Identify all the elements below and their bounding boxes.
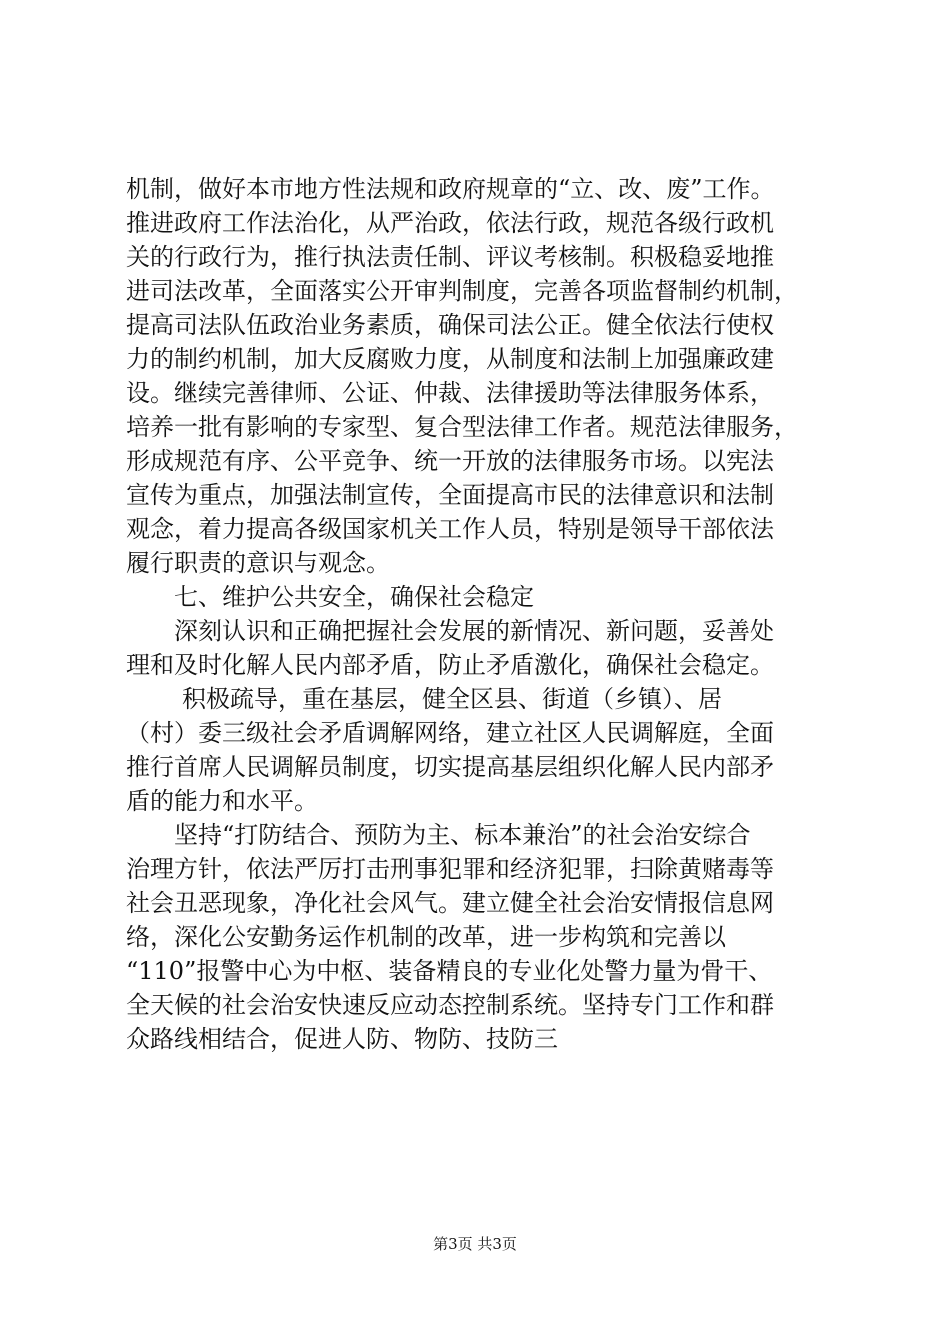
text-line: 力的制约机制，加大反腐败力度，从制度和法制上加强廉政建 (126, 345, 774, 373)
text-line: 培养一批有影响的专家型、复合型法律工作者。规范法律服务， (126, 413, 798, 441)
text-line: 关的行政行为，推行执法责任制、评议考核制。积极稳妥地推 (126, 243, 774, 271)
text-line: 社会丑恶现象，净化社会风气。建立健全社会治安情报信息网 (126, 889, 774, 917)
text-line: 坚持“打防结合、预防为主、标本兼治”的社会治安综合 (174, 821, 751, 849)
text-line: 推行首席人民调解员制度，切实提高基层组织化解人民内部矛 (126, 753, 774, 781)
text-line: 进司法改革，全面落实公开审判制度，完善各项监督制约机制， (126, 277, 798, 305)
text-line: 观念，着力提高各级国家机关工作人员，特别是领导干部依法 (126, 515, 774, 543)
text-line: 推进政府工作法治化，从严治政，依法行政，规范各级行政机 (126, 209, 774, 237)
text-line: （村）委三级社会矛盾调解网络，建立社区人民调解庭，全面 (126, 719, 774, 747)
text-line: 履行职责的意识与观念。 (126, 549, 390, 577)
text-line: “110”报警中心为中枢、装备精良的专业化处警力量为骨干、 (126, 957, 773, 985)
text-line: 治理方针，依法严厉打击刑事犯罪和经济犯罪，扫除黄赌毒等 (126, 855, 774, 883)
text-line: 众路线相结合，促进人防、物防、技防三 (126, 1025, 558, 1053)
text-line: 全天候的社会治安快速反应动态控制系统。坚持专门工作和群 (126, 991, 774, 1019)
document-body (126, 172, 846, 1056)
text-line: 提高司法队伍政治业务素质，确保司法公正。健全依法行使权 (126, 311, 774, 339)
text-line: 机制，做好本市地方性法规和政府规章的“立、改、废”工作。 (126, 175, 775, 203)
text-line: 设。继续完善律师、公证、仲裁、法律援助等法律服务体系， (126, 379, 774, 407)
text-line: 积极疏导，重在基层，健全区县、街道（乡镇）、居 (182, 685, 722, 713)
text-line: 形成规范有序、公平竞争、统一开放的法律服务市场。以宪法 (126, 447, 774, 475)
page-number-footer: 第3页 共3页 (433, 1235, 517, 1253)
text-line: 理和及时化解人民内部矛盾，防止矛盾激化，确保社会稳定。 (126, 651, 774, 679)
section-heading: 七、维护公共安全，确保社会稳定 (174, 583, 534, 611)
text-line: 络，深化公安勤务运作机制的改革，进一步构筑和完善以 (126, 923, 726, 951)
text-line: 深刻认识和正确把握社会发展的新情况、新问题，妥善处 (174, 617, 774, 645)
text-line: 宣传为重点，加强法制宣传，全面提高市民的法律意识和法制 (126, 481, 774, 509)
text-line: 盾的能力和水平。 (126, 787, 318, 815)
